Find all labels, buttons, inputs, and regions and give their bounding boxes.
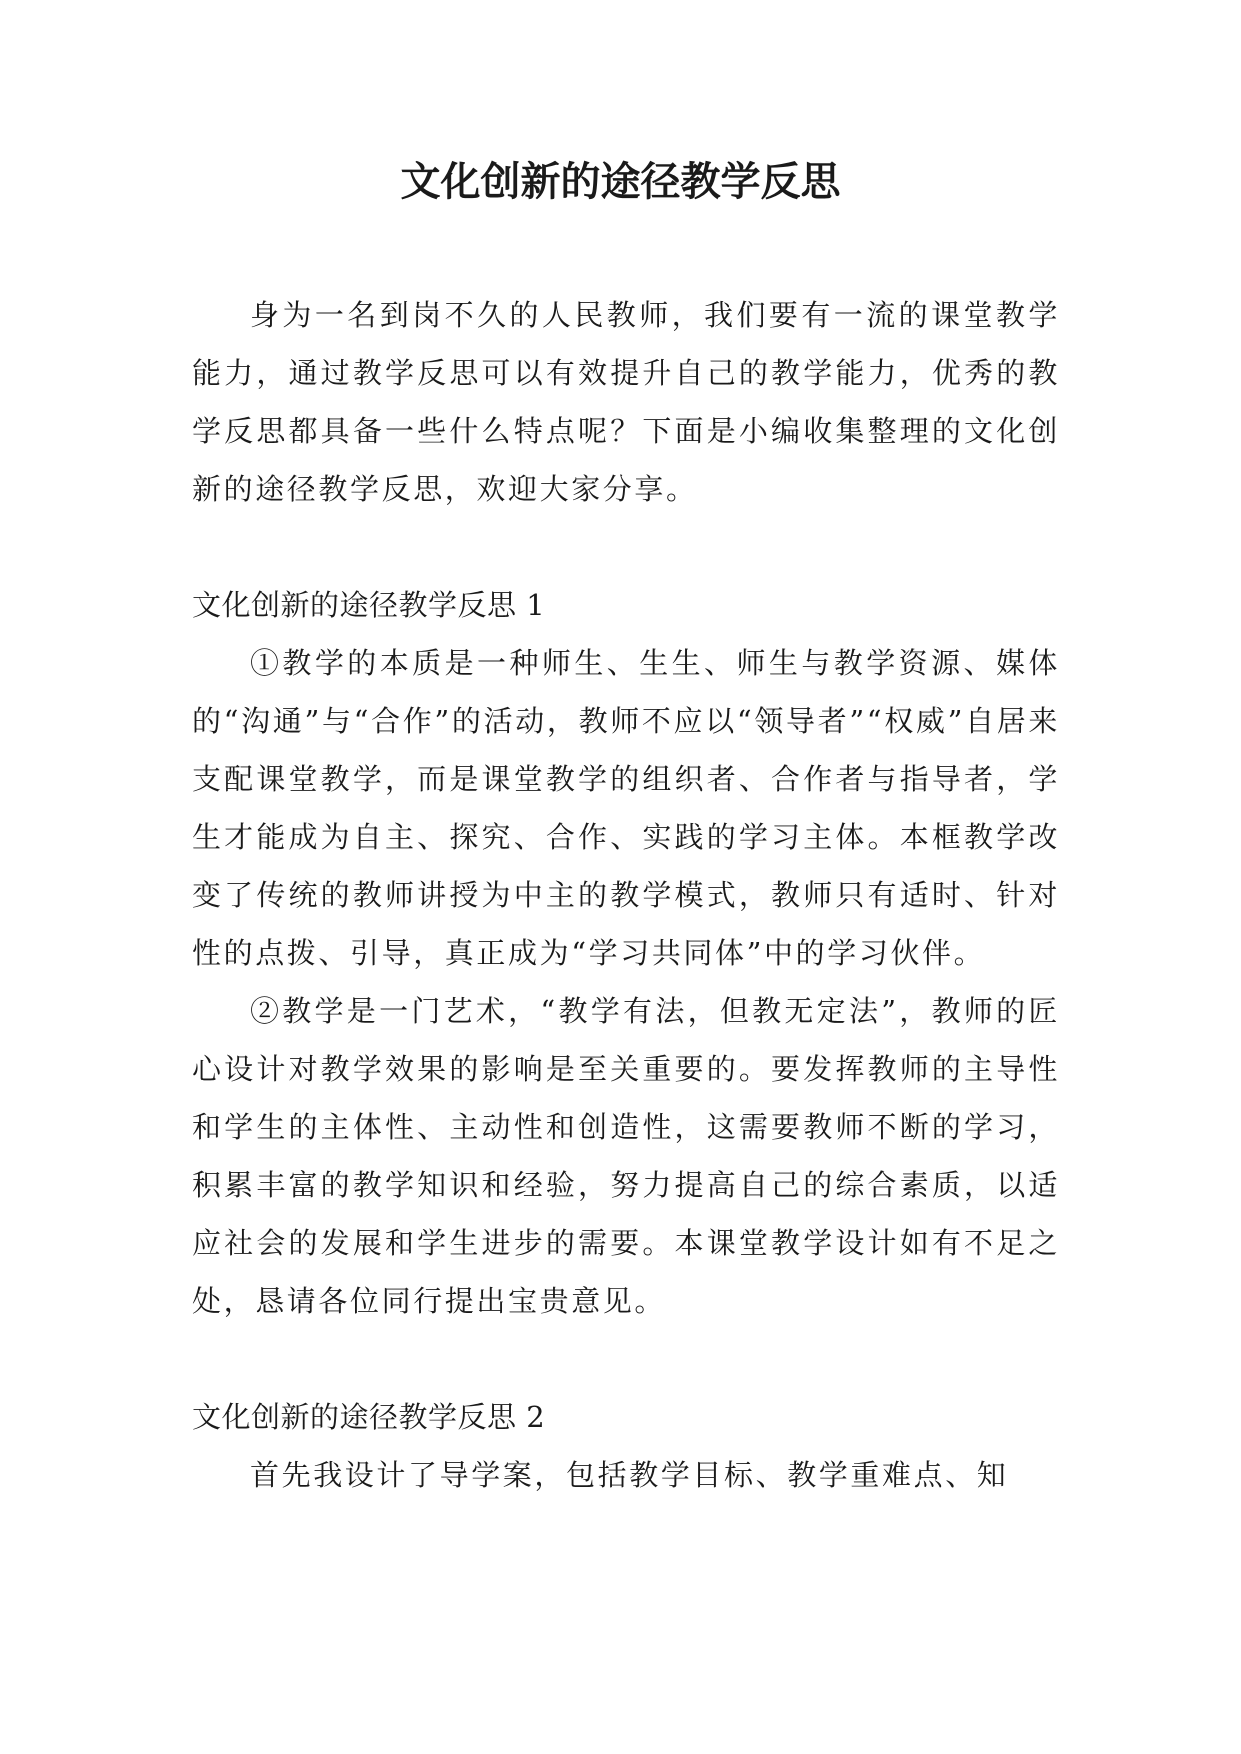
section-2-paragraph-1: 首先我设计了导学案，包括教学目标、教学重难点、知 bbox=[250, 1458, 1009, 1492]
section-gap bbox=[192, 518, 1060, 576]
section-1-paragraph-1: ①教学的本质是一种师生、生生、师生与教学资源、媒体的“沟通”与“合作”的活动，教师不应以“领导者”“权威”自居来支配课堂教学，而是课堂教学的组织者、合作者与指导者，学生才能成为自主、探究、合作、实践的学习主体。本框教学改变了传统的教师讲授为中主的教学模式，教师只有适时、针对性的点拨、引导，真正成为“学习共同体”中的学习伙伴。 bbox=[192, 646, 1060, 970]
document-body bbox=[192, 286, 1060, 1504]
intro-paragraph: 身为一名到岗不久的人民教师，我们要有一流的课堂教学能力，通过教学反思可以有效提升自己的教学能力，优秀的教学反思都具备一些什么特点呢？下面是小编收集整理的文化创新的途径教学反思，欢迎大家分享。 bbox=[192, 298, 1060, 506]
section-1-paragraph-2: ②教学是一门艺术，“教学有法，但教无定法”，教师的匠心设计对教学效果的影响是至关重要的。要发挥教师的主导性和学生的主体性、主动性和创造性，这需要教师不断的学习，积累丰富的教学知识和经验，努力提高自己的综合素质，以适应社会的发展和学生进步的需要。本课堂教学设计如有不足之处，恳请各位同行提出宝贵意见。 bbox=[192, 994, 1060, 1318]
section-heading-2: 文化创新的途径教学反思 2 bbox=[192, 1400, 546, 1434]
section-heading-1: 文化创新的途径教学反思 1 bbox=[192, 588, 546, 622]
section-gap bbox=[192, 1330, 1060, 1388]
document-title: 文化创新的途径教学反思 bbox=[400, 159, 841, 205]
